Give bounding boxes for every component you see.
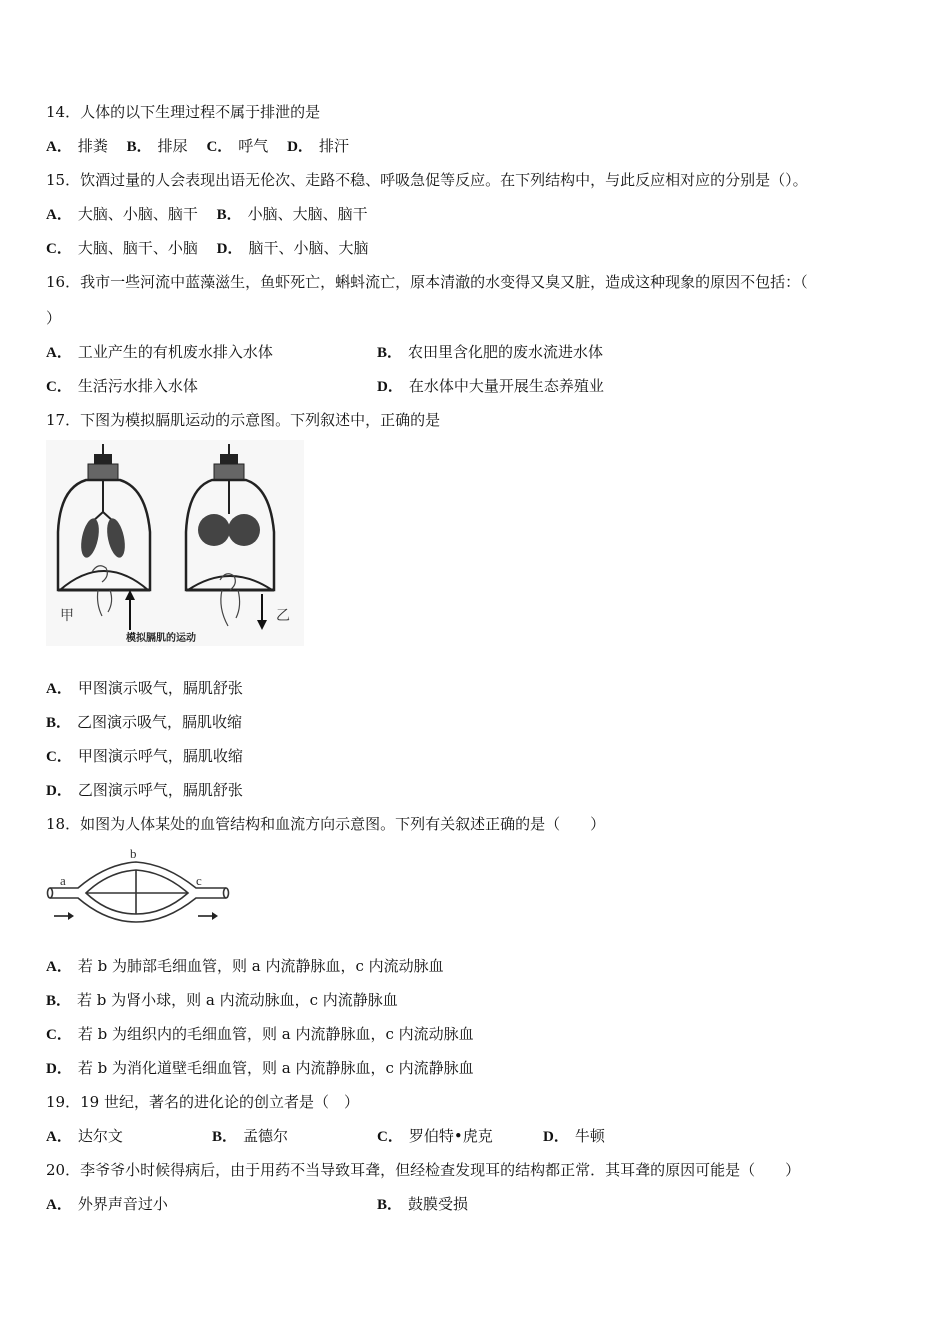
stopper-base-right — [214, 464, 244, 480]
q14-option-c[interactable] — [206, 137, 268, 155]
label-yi: 乙 — [276, 608, 290, 624]
q20-stem: 20．李爷爷小时候得病后，由于用药不当导致耳聋，但经检查发现耳的结构都正常．其耳聋的原因可能是（ ） — [46, 1161, 801, 1179]
option-label: A． — [46, 1129, 72, 1145]
option-label: D． — [543, 1129, 569, 1145]
q17-stem: 17．下图为模拟膈肌运动的示意图。下列叙述中，正确的是 — [46, 411, 441, 429]
option-text: 罗伯特•虎克 — [408, 1127, 493, 1145]
option-label: C． — [46, 1027, 72, 1043]
blood-vessel-figure — [46, 842, 232, 926]
label-c: c — [196, 873, 202, 888]
option-label: D． — [377, 379, 403, 395]
option-label: A． — [46, 959, 72, 975]
vessel-end-left — [48, 888, 53, 898]
option-label: D． — [216, 241, 243, 257]
option-text: 大脑、小脑、脑干 — [77, 205, 198, 223]
q18-option-a[interactable] — [46, 956, 444, 977]
option-text: 排汗 — [318, 137, 349, 155]
q15-options-row1 — [46, 204, 368, 225]
option-label: A． — [46, 345, 72, 361]
option-label: A． — [46, 1197, 72, 1213]
option-label: C． — [377, 1129, 403, 1145]
q18-stem: 18．如图为人体某处的血管结构和血流方向示意图。下列有关叙述正确的是（ ） — [46, 815, 606, 833]
option-text: 排粪 — [77, 137, 108, 155]
q20-option-b[interactable] — [377, 1194, 468, 1215]
option-text: 若 b 为组织内的毛细血管，则 a 内流静脉血，c 内流动脉血 — [77, 1025, 474, 1043]
q15-option-b[interactable] — [217, 205, 368, 223]
q17-option-b[interactable] — [46, 712, 242, 733]
q14-option-a[interactable] — [46, 137, 108, 155]
label-b: b — [130, 846, 137, 861]
option-label: D． — [46, 1061, 72, 1077]
option-text: 在水体中大量开展生态养殖业 — [408, 377, 604, 395]
q19-stem: 19．19 世纪，著名的进化论的创立者是（ ） — [46, 1093, 359, 1111]
option-label: B． — [46, 715, 72, 731]
option-label: B． — [216, 207, 242, 223]
option-text: 外界声音过小 — [77, 1195, 168, 1213]
diaphragm-model-figure — [46, 440, 304, 646]
q14-stem: 14．人体的以下生理过程不属于排泄的是 — [46, 103, 321, 121]
option-text: 达尔文 — [77, 1127, 123, 1145]
option-text: 乙图演示吸气，膈肌收缩 — [77, 713, 243, 731]
option-text: 若 b 为肾小球，则 a 内流动脉血，c 内流静脉血 — [77, 991, 398, 1009]
option-text: 若 b 为肺部毛细血管，则 a 内流静脉血，c 内流动脉血 — [77, 957, 444, 975]
q18-option-c[interactable] — [46, 1024, 474, 1045]
option-label: D． — [46, 783, 72, 799]
option-text: 工业产生的有机废水排入水体 — [77, 343, 273, 361]
q19-option-d[interactable] — [543, 1126, 605, 1147]
option-label: C． — [46, 241, 72, 257]
q20-option-a[interactable] — [46, 1194, 168, 1215]
option-label: B． — [377, 1197, 403, 1213]
option-text: 排尿 — [157, 137, 188, 155]
q18-option-d[interactable] — [46, 1058, 474, 1079]
option-text: 呼气 — [238, 137, 269, 155]
capillary-network — [86, 870, 188, 914]
q14-option-b[interactable] — [127, 137, 188, 155]
option-label: C． — [46, 749, 72, 765]
q17-option-c[interactable] — [46, 746, 243, 767]
q16-stem-line1: 16．我市一些河流中蓝藻滋生，鱼虾死亡，蝌蚪流亡，原本清澈的水变得又臭又脏，造成这种现象的原因不包括：（ — [46, 273, 808, 291]
option-label: A． — [46, 139, 72, 155]
option-label: D． — [287, 139, 313, 155]
option-label: A． — [46, 207, 72, 223]
option-text: 牛顿 — [574, 1127, 605, 1145]
option-label: B． — [212, 1129, 238, 1145]
q16-option-b[interactable] — [377, 342, 603, 363]
label-jia: 甲 — [60, 608, 74, 624]
option-text: 小脑、大脑、脑干 — [247, 205, 368, 223]
option-text: 鼓膜受损 — [408, 1195, 469, 1213]
option-text: 乙图演示呼气，膈肌舒张 — [77, 781, 243, 799]
vessel-end-right — [224, 888, 229, 898]
option-text: 甲图演示呼气，膈肌收缩 — [77, 747, 243, 765]
q15-stem: 15．饮酒过量的人会表现出语无伦次、走路不稳、呼吸急促等反应。在下列结构中，与此反应相对应的分别是（）。 — [46, 171, 808, 189]
option-text: 生活污水排入水体 — [77, 377, 198, 395]
lung-right-1 — [198, 514, 230, 546]
stopper-base-left — [88, 464, 118, 480]
option-label: C． — [46, 379, 72, 395]
label-a: a — [60, 873, 66, 888]
lung-right-2 — [228, 514, 260, 546]
figure-caption: 模拟膈肌的运动 — [126, 633, 196, 644]
q19-option-b[interactable] — [212, 1126, 288, 1147]
flow-arrow-left-icon — [68, 912, 74, 920]
q19-option-a[interactable] — [46, 1126, 123, 1147]
q15-option-c[interactable] — [46, 239, 198, 257]
flow-arrow-right-icon — [212, 912, 218, 920]
q17-option-a[interactable] — [46, 678, 243, 699]
q16-option-d[interactable] — [377, 376, 604, 397]
q18-option-b[interactable] — [46, 990, 398, 1011]
option-text: 大脑、脑干、小脑 — [77, 239, 198, 257]
option-label: C． — [206, 139, 233, 155]
q15-options-row2 — [46, 238, 369, 259]
option-label: A． — [46, 681, 72, 697]
option-text: 若 b 为消化道壁毛细血管，则 a 内流静脉血，c 内流静脉血 — [77, 1059, 474, 1077]
q17-option-d[interactable] — [46, 780, 243, 801]
option-label: B． — [126, 139, 152, 155]
option-text: 孟德尔 — [243, 1127, 289, 1145]
q14-options — [46, 136, 349, 157]
q16-option-a[interactable] — [46, 342, 273, 363]
option-text: 甲图演示吸气，膈肌舒张 — [77, 679, 243, 697]
option-label: B． — [377, 345, 403, 361]
q14-option-d[interactable] — [287, 137, 349, 155]
q15-option-d[interactable] — [217, 239, 369, 257]
vessel-bottom-outline — [50, 898, 226, 922]
q16-option-c[interactable] — [46, 376, 198, 397]
q16-stem-line2: ） — [46, 309, 62, 327]
option-text: 农田里含化肥的废水流进水体 — [408, 343, 604, 361]
vessel-lines — [48, 862, 229, 922]
option-label: B． — [46, 993, 72, 1009]
q15-option-a[interactable] — [46, 205, 198, 223]
q19-option-c[interactable] — [377, 1126, 493, 1147]
option-text: 脑干、小脑、大脑 — [248, 239, 369, 257]
